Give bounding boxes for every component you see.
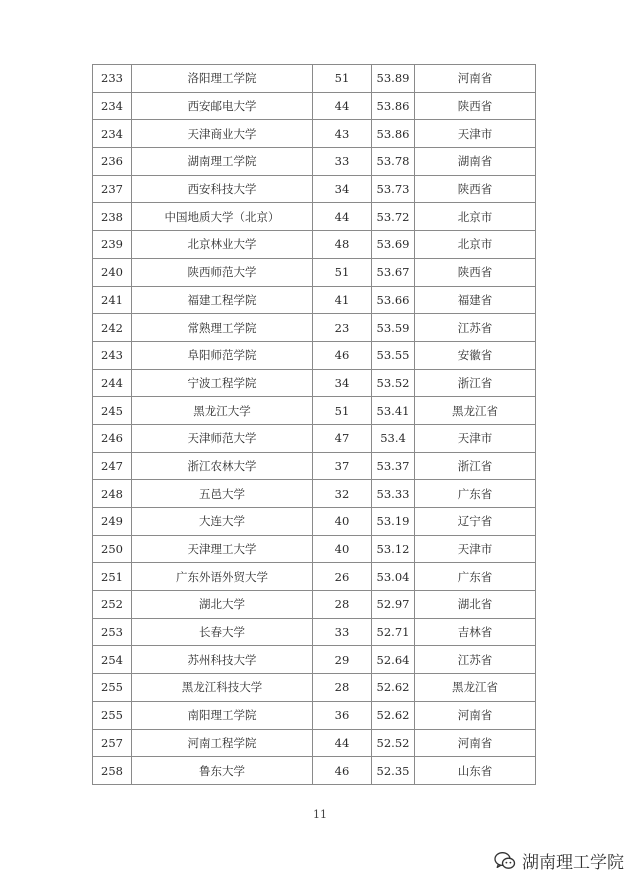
table-row xyxy=(93,508,536,536)
cell-score: 53.66 xyxy=(372,286,415,314)
cell-rank: 255 xyxy=(93,674,132,702)
cell-rank: 243 xyxy=(93,341,132,369)
cell-count: 46 xyxy=(313,341,372,369)
table-row xyxy=(93,757,536,785)
cell-rank: 250 xyxy=(93,535,132,563)
cell-province: 北京市 xyxy=(415,203,536,231)
cell-name: 五邑大学 xyxy=(132,480,313,508)
cell-name: 西安科技大学 xyxy=(132,175,313,203)
cell-province: 广东省 xyxy=(415,480,536,508)
cell-province: 湖南省 xyxy=(415,148,536,176)
cell-rank: 248 xyxy=(93,480,132,508)
ranking-table-body xyxy=(93,65,536,785)
cell-score: 53.52 xyxy=(372,369,415,397)
cell-province: 辽宁省 xyxy=(415,508,536,536)
cell-rank: 252 xyxy=(93,591,132,619)
cell-province: 湖北省 xyxy=(415,591,536,619)
cell-score: 52.97 xyxy=(372,591,415,619)
table-row xyxy=(93,314,536,342)
cell-province: 山东省 xyxy=(415,757,536,785)
cell-count: 33 xyxy=(313,148,372,176)
cell-province: 河南省 xyxy=(415,65,536,93)
cell-province: 河南省 xyxy=(415,729,536,757)
cell-name: 河南工程学院 xyxy=(132,729,313,757)
cell-count: 28 xyxy=(313,591,372,619)
cell-rank: 257 xyxy=(93,729,132,757)
cell-count: 33 xyxy=(313,618,372,646)
cell-rank: 242 xyxy=(93,314,132,342)
cell-count: 40 xyxy=(313,508,372,536)
cell-rank: 246 xyxy=(93,424,132,452)
cell-name: 湖北大学 xyxy=(132,591,313,619)
cell-count: 44 xyxy=(313,729,372,757)
table-row xyxy=(93,92,536,120)
cell-count: 51 xyxy=(313,65,372,93)
cell-count: 46 xyxy=(313,757,372,785)
cell-count: 32 xyxy=(313,480,372,508)
cell-score: 52.62 xyxy=(372,701,415,729)
table-row xyxy=(93,646,536,674)
cell-province: 福建省 xyxy=(415,286,536,314)
cell-province: 北京市 xyxy=(415,231,536,259)
table-row xyxy=(93,563,536,591)
cell-name: 天津商业大学 xyxy=(132,120,313,148)
cell-score: 53.67 xyxy=(372,258,415,286)
cell-name: 苏州科技大学 xyxy=(132,646,313,674)
cell-rank: 236 xyxy=(93,148,132,176)
cell-score: 53.69 xyxy=(372,231,415,259)
cell-province: 黑龙江省 xyxy=(415,397,536,425)
cell-name: 浙江农林大学 xyxy=(132,452,313,480)
cell-score: 53.19 xyxy=(372,508,415,536)
cell-name: 鲁东大学 xyxy=(132,757,313,785)
cell-rank: 249 xyxy=(93,508,132,536)
table-row xyxy=(93,618,536,646)
cell-rank: 241 xyxy=(93,286,132,314)
cell-count: 47 xyxy=(313,424,372,452)
cell-name: 长春大学 xyxy=(132,618,313,646)
cell-count: 36 xyxy=(313,701,372,729)
table-row xyxy=(93,65,536,93)
cell-count: 51 xyxy=(313,258,372,286)
table-row xyxy=(93,286,536,314)
cell-score: 53.33 xyxy=(372,480,415,508)
cell-name: 西安邮电大学 xyxy=(132,92,313,120)
cell-province: 天津市 xyxy=(415,424,536,452)
cell-rank: 254 xyxy=(93,646,132,674)
cell-name: 黑龙江大学 xyxy=(132,397,313,425)
cell-rank: 255 xyxy=(93,701,132,729)
cell-name: 大连大学 xyxy=(132,508,313,536)
ranking-table xyxy=(92,64,536,785)
watermark-text: 湖南理工学院 xyxy=(522,853,624,873)
cell-rank: 251 xyxy=(93,563,132,591)
cell-name: 黑龙江科技大学 xyxy=(132,674,313,702)
cell-rank: 234 xyxy=(93,92,132,120)
cell-score: 52.71 xyxy=(372,618,415,646)
cell-count: 29 xyxy=(313,646,372,674)
wechat-icon xyxy=(494,851,516,871)
cell-score: 53.72 xyxy=(372,203,415,231)
cell-province: 吉林省 xyxy=(415,618,536,646)
cell-score: 53.59 xyxy=(372,314,415,342)
cell-province: 安徽省 xyxy=(415,341,536,369)
cell-count: 40 xyxy=(313,535,372,563)
cell-name: 阜阳师范学院 xyxy=(132,341,313,369)
cell-score: 52.52 xyxy=(372,729,415,757)
cell-province: 广东省 xyxy=(415,563,536,591)
cell-score: 53.41 xyxy=(372,397,415,425)
cell-count: 48 xyxy=(313,231,372,259)
cell-province: 江苏省 xyxy=(415,314,536,342)
wechat-watermark xyxy=(494,848,624,873)
cell-name: 天津师范大学 xyxy=(132,424,313,452)
cell-name: 南阳理工学院 xyxy=(132,701,313,729)
cell-name: 中国地质大学（北京） xyxy=(132,203,313,231)
cell-rank: 234 xyxy=(93,120,132,148)
table-row xyxy=(93,397,536,425)
cell-province: 河南省 xyxy=(415,701,536,729)
table-row xyxy=(93,148,536,176)
cell-province: 黑龙江省 xyxy=(415,674,536,702)
table-row xyxy=(93,452,536,480)
cell-score: 53.78 xyxy=(372,148,415,176)
cell-count: 44 xyxy=(313,92,372,120)
page-number: 11 xyxy=(313,808,327,821)
cell-name: 天津理工大学 xyxy=(132,535,313,563)
cell-province: 江苏省 xyxy=(415,646,536,674)
cell-score: 52.62 xyxy=(372,674,415,702)
cell-rank: 253 xyxy=(93,618,132,646)
cell-name: 宁波工程学院 xyxy=(132,369,313,397)
cell-rank: 238 xyxy=(93,203,132,231)
cell-score: 53.73 xyxy=(372,175,415,203)
cell-score: 53.86 xyxy=(372,120,415,148)
table-row xyxy=(93,231,536,259)
cell-score: 53.12 xyxy=(372,535,415,563)
cell-count: 28 xyxy=(313,674,372,702)
cell-score: 53.86 xyxy=(372,92,415,120)
cell-name: 洛阳理工学院 xyxy=(132,65,313,93)
table-row xyxy=(93,175,536,203)
cell-name: 福建工程学院 xyxy=(132,286,313,314)
cell-score: 52.64 xyxy=(372,646,415,674)
cell-score: 53.55 xyxy=(372,341,415,369)
cell-count: 41 xyxy=(313,286,372,314)
cell-count: 34 xyxy=(313,175,372,203)
cell-count: 43 xyxy=(313,120,372,148)
cell-province: 陕西省 xyxy=(415,175,536,203)
cell-name: 北京林业大学 xyxy=(132,231,313,259)
cell-province: 浙江省 xyxy=(415,452,536,480)
table-row xyxy=(93,341,536,369)
table-row xyxy=(93,674,536,702)
cell-count: 44 xyxy=(313,203,372,231)
cell-rank: 239 xyxy=(93,231,132,259)
cell-province: 浙江省 xyxy=(415,369,536,397)
table-row xyxy=(93,424,536,452)
table-row xyxy=(93,591,536,619)
cell-count: 37 xyxy=(313,452,372,480)
cell-count: 34 xyxy=(313,369,372,397)
table-row xyxy=(93,535,536,563)
table-row xyxy=(93,120,536,148)
cell-province: 天津市 xyxy=(415,535,536,563)
cell-rank: 233 xyxy=(93,65,132,93)
cell-name: 广东外语外贸大学 xyxy=(132,563,313,591)
cell-name: 常熟理工学院 xyxy=(132,314,313,342)
cell-rank: 237 xyxy=(93,175,132,203)
cell-score: 52.35 xyxy=(372,757,415,785)
cell-name: 湖南理工学院 xyxy=(132,148,313,176)
cell-rank: 240 xyxy=(93,258,132,286)
cell-count: 51 xyxy=(313,397,372,425)
cell-province: 陕西省 xyxy=(415,92,536,120)
table-row xyxy=(93,701,536,729)
cell-rank: 244 xyxy=(93,369,132,397)
table-row xyxy=(93,729,536,757)
cell-rank: 258 xyxy=(93,757,132,785)
table-row xyxy=(93,258,536,286)
cell-count: 26 xyxy=(313,563,372,591)
table-row xyxy=(93,203,536,231)
cell-score: 53.37 xyxy=(372,452,415,480)
cell-rank: 245 xyxy=(93,397,132,425)
table-row xyxy=(93,480,536,508)
cell-name: 陕西师范大学 xyxy=(132,258,313,286)
cell-score: 53.04 xyxy=(372,563,415,591)
cell-count: 23 xyxy=(313,314,372,342)
cell-score: 53.89 xyxy=(372,65,415,93)
cell-province: 陕西省 xyxy=(415,258,536,286)
cell-score: 53.4 xyxy=(372,424,415,452)
cell-rank: 247 xyxy=(93,452,132,480)
cell-province: 天津市 xyxy=(415,120,536,148)
table-row xyxy=(93,369,536,397)
